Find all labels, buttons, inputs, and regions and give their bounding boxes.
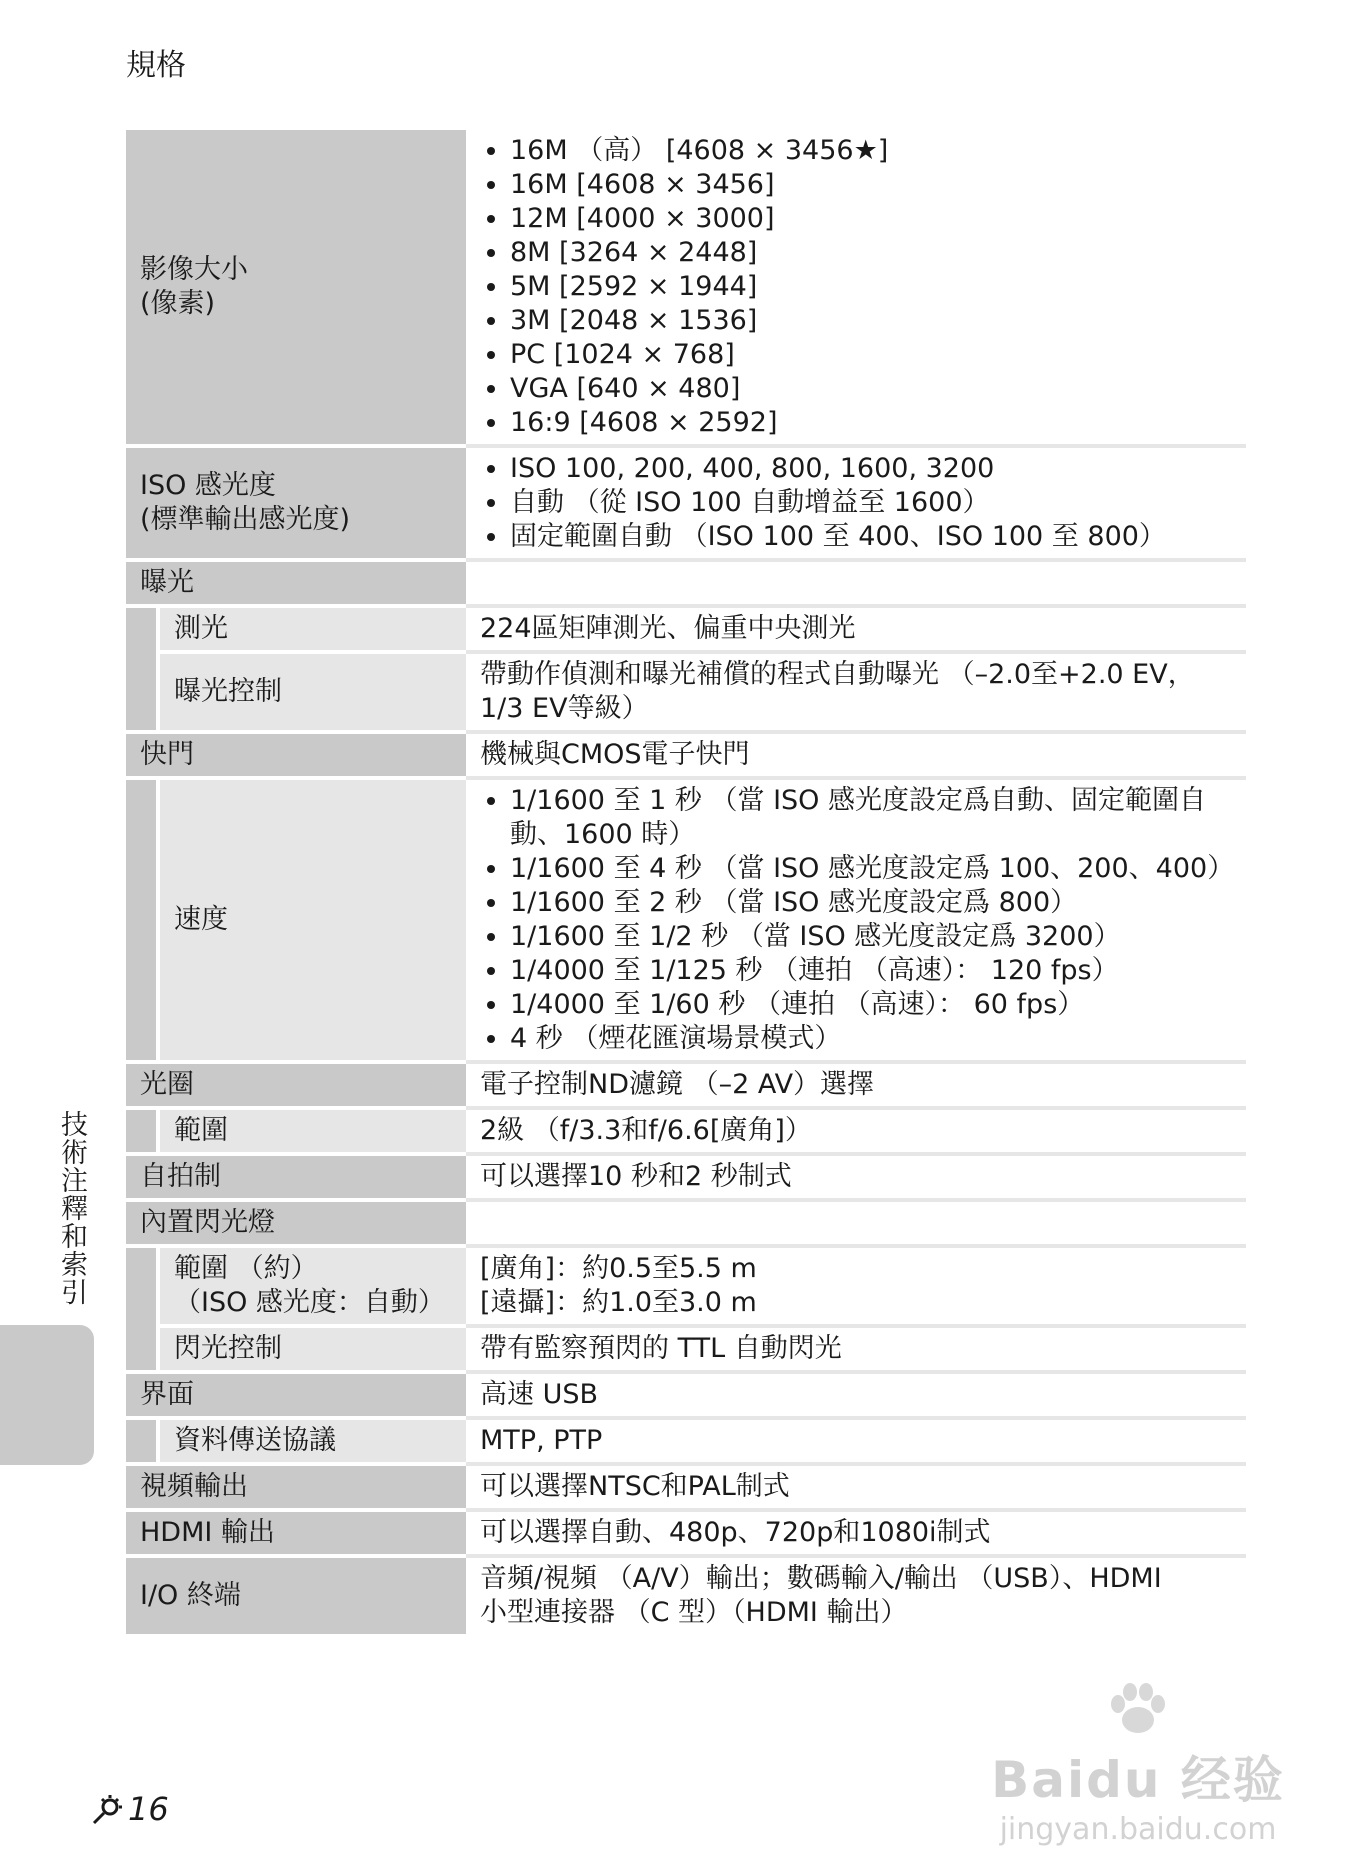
- row-sublabel: 範圍 （約） （ISO 感光度：自動）: [158, 1246, 466, 1326]
- row-value: 機械與CMOS電子快門: [466, 732, 1246, 778]
- table-row: [126, 1418, 1246, 1464]
- list-item: • 16M [4608 × 3456]: [510, 168, 1232, 202]
- table-row: [126, 1510, 1246, 1556]
- row-label: 影像大小 (像素): [126, 130, 466, 446]
- table-row: [126, 606, 1246, 652]
- row-label: 快門: [126, 732, 466, 778]
- list-item: • 1/1600 至 2 秒 （當 ISO 感光度設定爲 800）: [510, 886, 1232, 920]
- table-row: [126, 1154, 1246, 1200]
- list-item: • 5M [2592 × 1944]: [510, 270, 1232, 304]
- bullet-list: [480, 452, 1232, 554]
- table-row: [126, 1372, 1246, 1418]
- row-value: [466, 560, 1246, 606]
- row-sublabel: 曝光控制: [158, 652, 466, 732]
- row-value: 2級 （f/3.3和f/6.6[廣角]）: [466, 1108, 1246, 1154]
- list-item: • 3M [2048 × 1536]: [510, 304, 1232, 338]
- bullet-list: [480, 134, 1232, 440]
- list-item: • 固定範圍自動 （ISO 100 至 400、ISO 100 至 800）: [510, 520, 1232, 554]
- row-label: 自拍制: [126, 1154, 466, 1200]
- row-value: 帶動作偵測和曝光補償的程式自動曝光 （–2.0至+2.0 EV， 1/3 EV等級）: [466, 652, 1246, 732]
- row-value: [466, 778, 1246, 1062]
- list-item: • VGA [640 × 480]: [510, 372, 1232, 406]
- spec-table: [126, 130, 1246, 1638]
- table-row: [126, 446, 1246, 560]
- table-row: [126, 560, 1246, 606]
- list-item: • 1/1600 至 4 秒 （當 ISO 感光度設定爲 100、200、400）: [510, 852, 1232, 886]
- indent-bar: [126, 606, 158, 732]
- row-value: 帶有監察預閃的 TTL 自動閃光: [466, 1326, 1246, 1372]
- row-label: HDMI 輸出: [126, 1510, 466, 1556]
- table-row: [126, 732, 1246, 778]
- row-value: [466, 130, 1246, 446]
- paw-icon: [1103, 1680, 1173, 1740]
- bullet-list: [480, 784, 1235, 1056]
- row-label: 光圈: [126, 1062, 466, 1108]
- row-value: [466, 1200, 1246, 1246]
- row-value: 224區矩陣測光、偏重中央測光: [466, 606, 1246, 652]
- table-row: [126, 130, 1246, 446]
- tech-notes-icon: [88, 1793, 128, 1829]
- list-item: • 自動 （從 ISO 100 自動增益至 1600）: [510, 486, 1232, 520]
- section-tab: [0, 1325, 94, 1465]
- indent-bar: [126, 1246, 158, 1372]
- row-value: MTP, PTP: [466, 1418, 1246, 1464]
- row-value: 音頻/視頻 （A/V）輸出；數碼輸入/輸出 （USB）、HDMI 小型連接器 （C 型）（HDMI 輸出）: [466, 1556, 1246, 1636]
- row-value: 可以選擇10 秒和2 秒制式: [466, 1154, 1246, 1200]
- list-item: • ISO 100, 200, 400, 800, 1600, 3200: [510, 452, 1232, 486]
- table-row: [126, 1108, 1246, 1154]
- list-item: • 16:9 [4608 × 2592]: [510, 406, 1232, 440]
- row-sublabel: 測光: [158, 606, 466, 652]
- table-row: [126, 1062, 1246, 1108]
- row-value: 可以選擇NTSC和PAL制式: [466, 1464, 1246, 1510]
- list-item: • 1/4000 至 1/60 秒 （連拍 （高速）： 60 fps）: [510, 988, 1232, 1022]
- row-value: 高速 USB: [466, 1372, 1246, 1418]
- list-item: • 1/4000 至 1/125 秒 （連拍 （高速）： 120 fps）: [510, 954, 1232, 988]
- table-row: [126, 778, 1246, 1062]
- list-item: • 4 秒 （煙花匯演場景模式）: [510, 1022, 1232, 1056]
- watermark-url: jingyan.baidu.com: [999, 1812, 1277, 1847]
- indent-bar: [126, 1418, 158, 1464]
- table-row: [126, 1464, 1246, 1510]
- list-item: • PC [1024 × 768]: [510, 338, 1232, 372]
- table-row: [126, 1200, 1246, 1246]
- table-row: [126, 652, 1246, 732]
- watermark: [968, 1680, 1308, 1847]
- row-value: [廣角]：約0.5至5.5 m [遠攝]：約1.0至3.0 m: [466, 1246, 1246, 1326]
- table-row: [126, 1326, 1246, 1372]
- row-label: I/O 終端: [126, 1556, 466, 1636]
- indent-bar: [126, 1108, 158, 1154]
- row-sublabel: 範圍: [158, 1108, 466, 1154]
- row-sublabel: 資料傳送協議: [158, 1418, 466, 1464]
- row-label: ISO 感光度 (標準輸出感光度): [126, 446, 466, 560]
- watermark-text: Baidu 经验: [991, 1751, 1285, 1809]
- list-item: • 12M [4000 × 3000]: [510, 202, 1232, 236]
- row-label: 內置閃光燈: [126, 1200, 466, 1246]
- row-value: 電子控制ND濾鏡 （–2 AV）選擇: [466, 1062, 1246, 1108]
- section-side-label: 技術注釋和索引: [56, 1110, 87, 1306]
- list-item: • 1/1600 至 1/2 秒 （當 ISO 感光度設定爲 3200）: [510, 920, 1232, 954]
- row-sublabel: 閃光控制: [158, 1326, 466, 1372]
- page-title: 規格: [126, 48, 186, 83]
- list-item: • 8M [3264 × 2448]: [510, 236, 1232, 270]
- list-item: • 16M （高） [4608 × 3456★]: [510, 134, 1232, 168]
- list-item: • 1/1600 至 1 秒 （當 ISO 感光度設定爲自動、固定範圍自動、1600 時）: [510, 784, 1232, 852]
- row-sublabel: 速度: [158, 778, 466, 1062]
- row-value: [466, 446, 1246, 560]
- indent-bar: [126, 778, 158, 1062]
- table-row: [126, 1246, 1246, 1326]
- page-number-text: 16: [128, 1790, 169, 1828]
- row-value: 可以選擇自動、480p、720p和1080i制式: [466, 1510, 1246, 1556]
- row-label: 曝光: [126, 560, 466, 606]
- row-label: 界面: [126, 1372, 466, 1418]
- row-label: 視頻輸出: [126, 1464, 466, 1510]
- page-number: [88, 1790, 169, 1829]
- table-row: [126, 1556, 1246, 1636]
